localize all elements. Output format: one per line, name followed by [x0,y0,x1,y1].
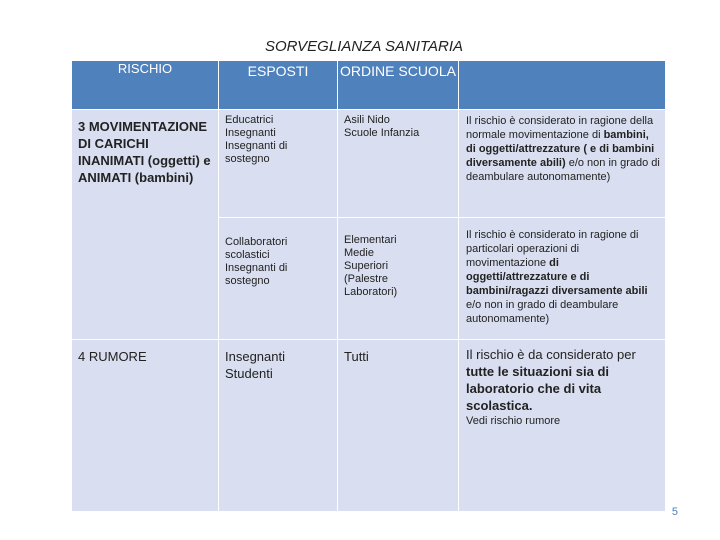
table-row [72,110,666,218]
risk-label: 3 MOVIMENTAZIONE DI CARICHI INANIMATI (oggetti) e ANIMATI (bambini) [78,119,211,185]
note-text: Il rischio è da considerato per [466,347,636,362]
note-text: e/o non in grado di deambulare autonomamente) [466,299,619,325]
risk-cell [72,110,219,340]
page-number: 5 [671,506,678,518]
risk-label: 4 RUMORE [78,349,147,364]
exposed-item: Educatrici [225,114,274,126]
order-cell [338,340,459,512]
exposed-item: Insegnanti [225,349,285,364]
note-text: e/o non in grado di deambulare autonomamente) [466,157,660,183]
order-item: Elementari [344,234,397,246]
order-item: Scuole Infanzia [344,127,420,139]
exposed-item: Collaboratori scolastici [225,236,288,261]
risk-cell [72,340,219,512]
exposed-cell [219,218,338,340]
header-order: ORDINE SCUOLA [338,61,459,110]
exposed-item: Insegnanti di sostegno [225,262,288,287]
note-text: Il rischio è considerato in ragione della normale movimentazione di [466,115,654,141]
note-bold: tutte le situazioni sia di laboratorio che di vita scolastica. [466,364,610,413]
notes-cell [459,340,666,512]
note-text: Il rischio è considerato in ragione di particolari operazioni di movimentazione [466,229,639,269]
exposed-item: Insegnanti di sostegno [225,140,288,165]
order-item: Laboratori) [344,286,398,298]
order-cell [338,218,459,340]
note-bold: bambini, di oggetti/attrezzature ( e di bambini diversamente abili) [466,129,655,169]
header-row [72,61,666,110]
header-exposed: ESPOSTI [219,61,338,110]
exposed-item: Insegnanti [225,127,276,139]
exposed-cell [219,340,338,512]
note-link-text: Vedi rischio rumore [466,415,561,427]
notes-cell [459,110,666,218]
note-bold: di oggetti/attrezzature e di bambini/ragazzi diversamente abili [466,257,648,297]
header-risk: RISCHIO [72,61,219,110]
order-cell [338,110,459,218]
order-item: Asili Nido [344,114,390,126]
order-item: Tutti [344,349,369,364]
risk-table [71,60,666,512]
notes-cell [459,218,666,340]
order-item: Medie [344,247,374,259]
order-item: (Palestre [344,273,389,285]
exposed-item: Studenti [225,366,273,381]
exposed-cell [219,110,338,218]
order-item: Superiori [344,260,389,272]
page-title: SORVEGLIANZA SANITARIA [264,38,464,55]
header-notes [459,61,666,110]
table-row [72,340,666,512]
